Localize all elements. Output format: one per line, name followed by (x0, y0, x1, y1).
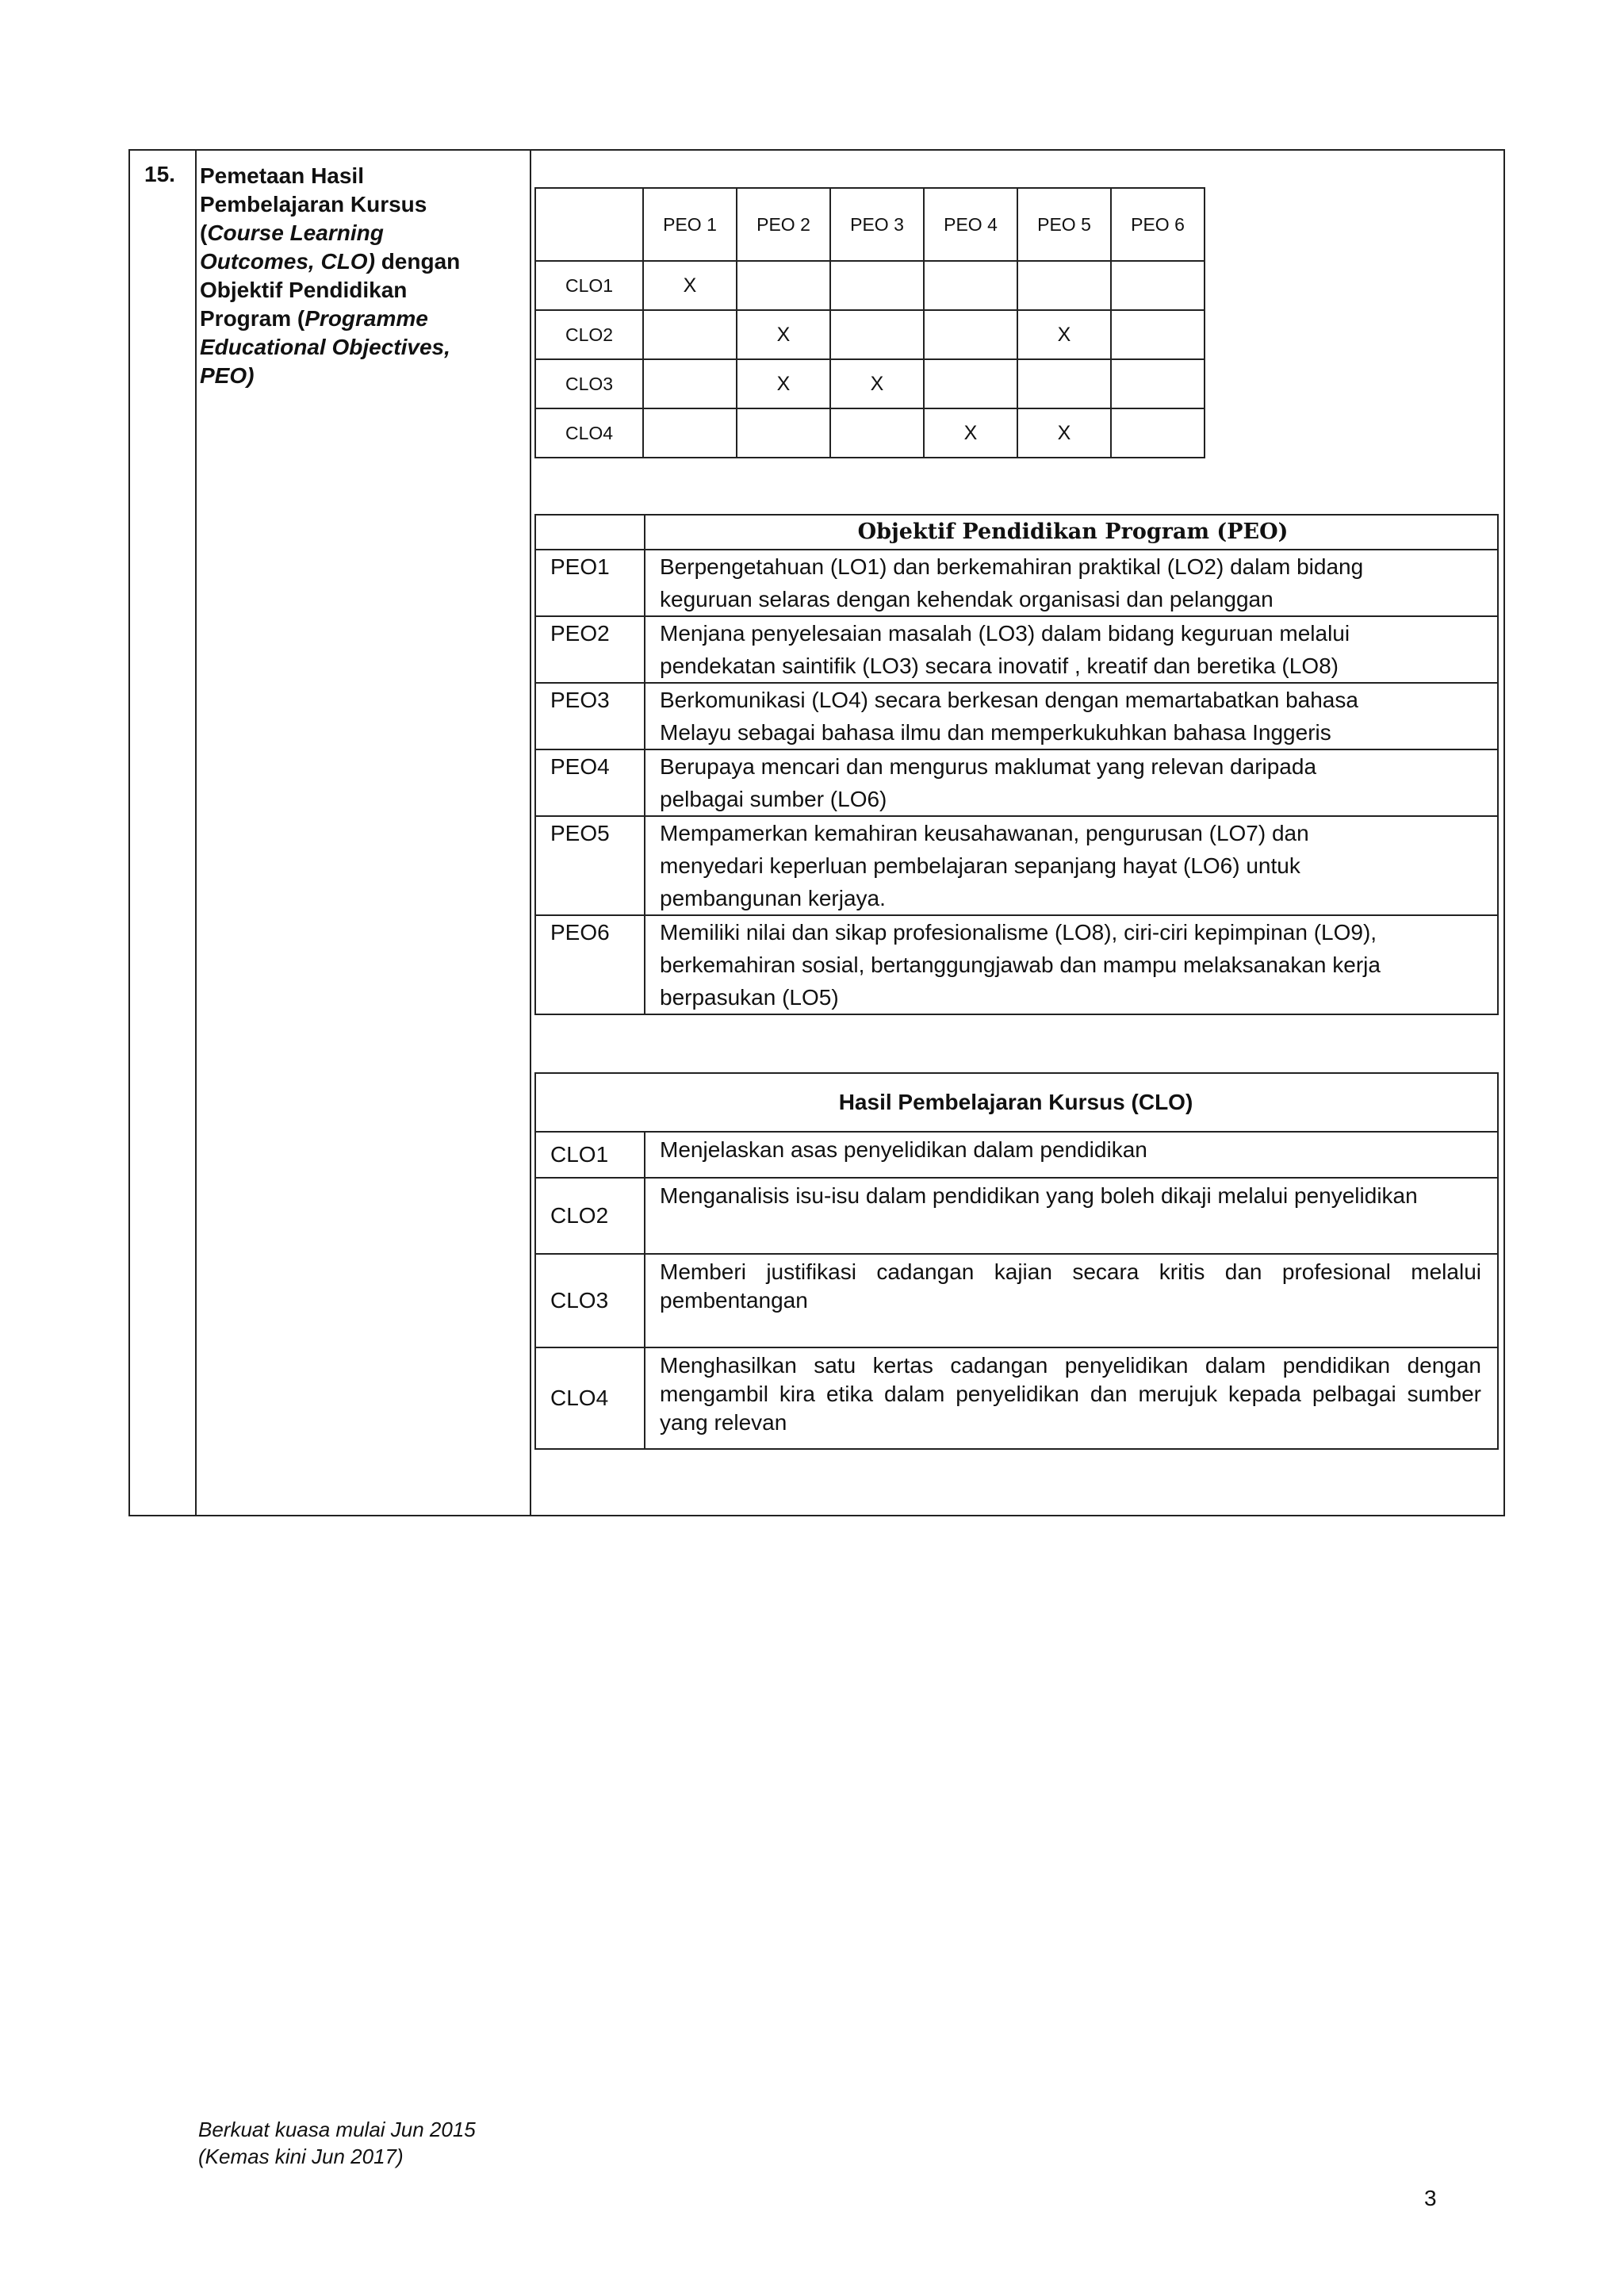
mapping-row (535, 261, 1205, 310)
mapping-cell (737, 261, 830, 310)
revision-note: (Kemas kini Jun 2017) (198, 2145, 404, 2168)
mapping-col-header: PEO 3 (830, 188, 924, 261)
mapping-cell (924, 310, 1017, 359)
title-part-italic: Course Learning Outcomes, CLO) (200, 220, 384, 274)
clo-code: CLO1 (535, 1132, 645, 1178)
mapping-header-row (535, 188, 1205, 261)
column-divider (530, 151, 531, 1515)
clo-peo-mapping-table (534, 187, 1205, 458)
clo-code: CLO4 (535, 1347, 645, 1449)
mapping-col-header: PEO 6 (1111, 188, 1205, 261)
peo-row (535, 749, 1498, 816)
clo-description: Memberi justifikasi cadangan kajian secara kritis dan profesional melalui pembentangan (645, 1254, 1498, 1347)
mapping-col-header: PEO 1 (643, 188, 737, 261)
title-part: dengan Objektif Pendidikan Program ( (200, 249, 461, 331)
mapping-cell (830, 310, 924, 359)
mapping-row (535, 359, 1205, 408)
peo-code: PEO6 (535, 915, 645, 1014)
clo-description: Menghasilkan satu kertas cadangan penyelidikan dalam pendidikan dengan mengambil kira etika dalam penyelidikan dan merujuk kepada pelbagai sumber yang relevan (645, 1347, 1498, 1449)
clo-description: Menganalisis isu-isu dalam pendidikan yang boleh dikaji melalui penyelidikan (645, 1178, 1498, 1254)
peo-row (535, 915, 1498, 1014)
mapping-row-label: CLO3 (535, 359, 643, 408)
mapping-cell: X (1017, 310, 1111, 359)
clo-table-title: Hasil Pembelajaran Kursus (CLO) (535, 1073, 1498, 1132)
peo-line: pembangunan kerjaya. (660, 886, 886, 910)
peo-description (645, 749, 1498, 816)
mapping-row-label: CLO1 (535, 261, 643, 310)
mapping-cell (924, 261, 1017, 310)
mapping-cell: X (643, 261, 737, 310)
clo-table (534, 1072, 1499, 1450)
section-title (200, 162, 493, 390)
section-number: 15. (144, 162, 175, 186)
peo-line: Berkomunikasi (LO4) secara berkesan dengan memartabatkan bahasa (660, 688, 1358, 712)
peo-row (535, 550, 1498, 616)
peo-line: Melayu sebagai bahasa ilmu dan memperkukuhkan bahasa Inggeris (660, 720, 1331, 745)
clo-row (535, 1347, 1498, 1449)
mapping-row (535, 310, 1205, 359)
title-part-italic: Programme Educational Objectives, PEO) (200, 306, 450, 388)
mapping-col-header: PEO 2 (737, 188, 830, 261)
clo-description: Menjelaskan asas penyelidikan dalam pendidikan (645, 1132, 1498, 1178)
peo-line: keguruan selaras dengan kehendak organisasi dan pelanggan (660, 587, 1274, 611)
peo-line: Mempamerkan kemahiran keusahawanan, pengurusan (LO7) dan (660, 821, 1309, 845)
mapping-row-label: CLO2 (535, 310, 643, 359)
peo-description (645, 816, 1498, 915)
mapping-row (535, 408, 1205, 458)
mapping-col-header: PEO 4 (924, 188, 1017, 261)
mapping-cell (830, 261, 924, 310)
peo-line: pelbagai sumber (LO6) (660, 787, 887, 811)
clo-row (535, 1132, 1498, 1178)
mapping-cell (643, 310, 737, 359)
mapping-row-label: CLO4 (535, 408, 643, 458)
peo-line: Berpengetahuan (LO1) dan berkemahiran praktikal (LO2) dalam bidang (660, 554, 1364, 579)
mapping-cell (1111, 408, 1205, 458)
mapping-cell (830, 408, 924, 458)
title-part: Pemetaan Hasil Pembelajaran Kursus ( (200, 163, 427, 245)
mapping-cell (1111, 359, 1205, 408)
peo-line: berpasukan (LO5) (660, 985, 839, 1010)
document-footer (198, 2116, 476, 2170)
mapping-cell: X (1017, 408, 1111, 458)
peo-description (645, 550, 1498, 616)
peo-table-header-row (535, 515, 1498, 550)
clo-row (535, 1254, 1498, 1347)
peo-table-title: Objektif Pendidikan Program (PEO) (645, 515, 1498, 550)
mapping-corner-cell (535, 188, 643, 261)
peo-line: menyedari keperluan pembelajaran sepanjang hayat (LO6) untuk (660, 853, 1300, 878)
peo-line: berkemahiran sosial, bertanggungjawab dan mampu melaksanakan kerja (660, 953, 1381, 977)
clo-row (535, 1178, 1498, 1254)
mapping-cell (1017, 359, 1111, 408)
peo-line: Menjana penyelesaian masalah (LO3) dalam bidang keguruan melalui (660, 621, 1350, 646)
clo-code: CLO2 (535, 1178, 645, 1254)
mapping-cell (737, 408, 830, 458)
clo-code: CLO3 (535, 1254, 645, 1347)
peo-description (645, 616, 1498, 683)
peo-code: PEO5 (535, 816, 645, 915)
peo-table (534, 514, 1499, 1015)
mapping-cell (924, 359, 1017, 408)
effective-date-note: Berkuat kuasa mulai Jun 2015 (198, 2118, 476, 2141)
clo-table-header-row (535, 1073, 1498, 1132)
column-divider (195, 151, 197, 1515)
peo-code: PEO2 (535, 616, 645, 683)
peo-line: pendekatan saintifik (LO3) secara inovatif , kreatif dan beretika (LO8) (660, 654, 1339, 678)
peo-row (535, 616, 1498, 683)
peo-header-blank (535, 515, 645, 550)
peo-code: PEO4 (535, 749, 645, 816)
mapping-col-header: PEO 5 (1017, 188, 1111, 261)
mapping-cell (1111, 261, 1205, 310)
mapping-cell: X (830, 359, 924, 408)
peo-line: Berupaya mencari dan mengurus maklumat yang relevan daripada (660, 754, 1317, 779)
peo-description (645, 915, 1498, 1014)
peo-description (645, 683, 1498, 749)
mapping-cell (1111, 310, 1205, 359)
mapping-cell (643, 408, 737, 458)
peo-line: Memiliki nilai dan sikap profesionalisme (LO8), ciri-ciri kepimpinan (LO9), (660, 920, 1377, 945)
peo-row (535, 816, 1498, 915)
mapping-cell: X (737, 359, 830, 408)
mapping-cell (1017, 261, 1111, 310)
mapping-cell: X (737, 310, 830, 359)
peo-row (535, 683, 1498, 749)
mapping-cell: X (924, 408, 1017, 458)
peo-code: PEO1 (535, 550, 645, 616)
page-number: 3 (1424, 2186, 1437, 2210)
mapping-cell (643, 359, 737, 408)
peo-code: PEO3 (535, 683, 645, 749)
